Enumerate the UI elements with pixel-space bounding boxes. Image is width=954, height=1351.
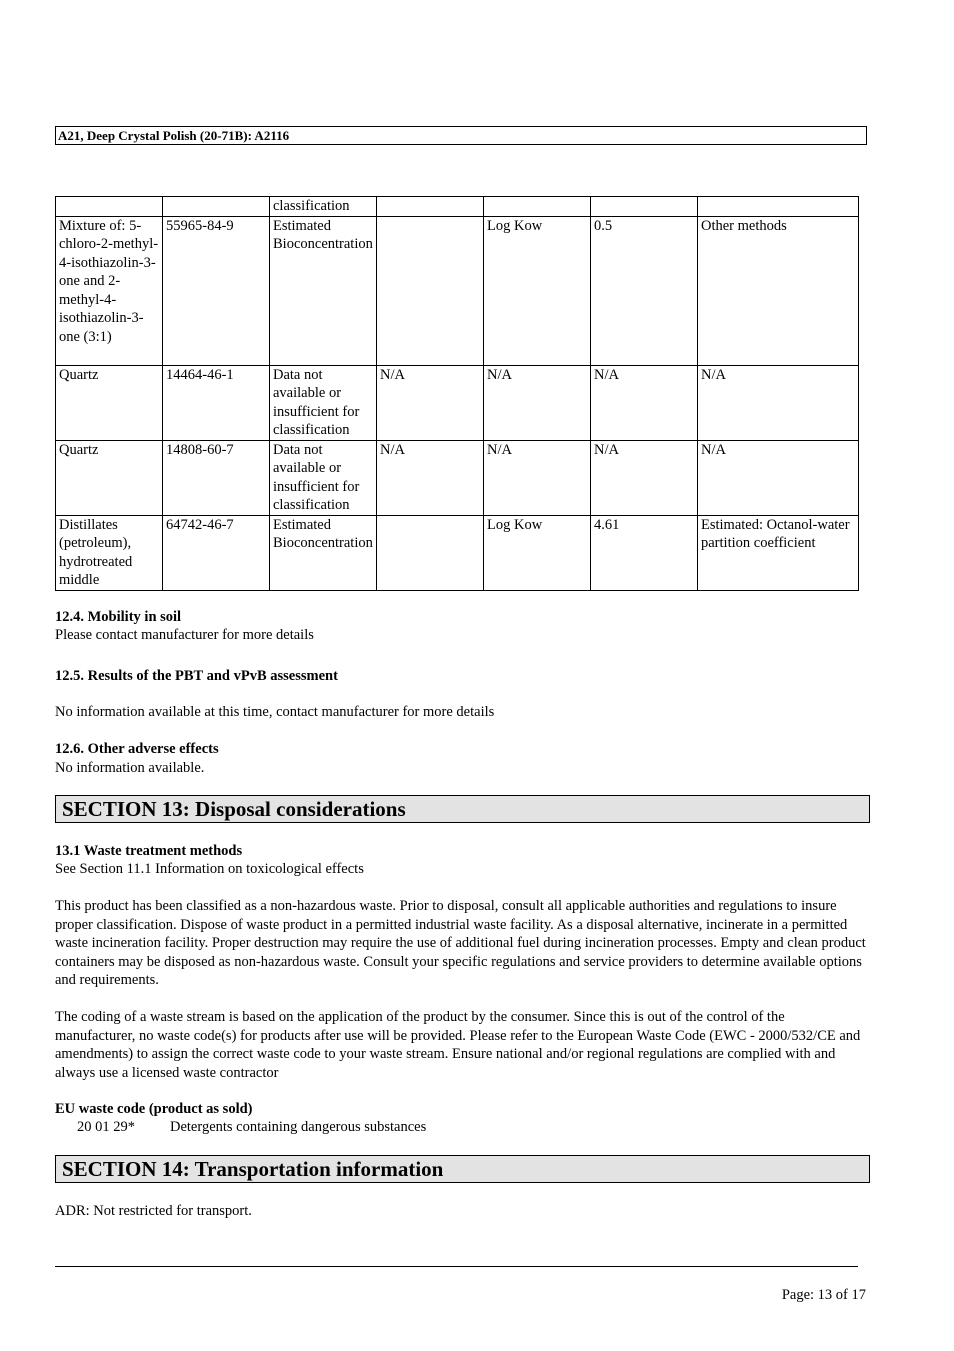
section-13-title: SECTION 13: Disposal considerations [55,795,870,823]
table-cell: Mixture of: 5-chloro-2-methyl-4-isothiazolin-3-one and 2-methyl-4-isothiazolin-3-one (3:1) [56,216,163,365]
table-row [56,216,859,365]
table-cell: N/A [591,440,698,515]
table-row [56,440,859,515]
table-cell: N/A [377,440,484,515]
eu-waste-code-heading: EU waste code (product as sold) [55,1101,253,1117]
adr-text: ADR: Not restricted for transport. [55,1203,252,1219]
table-cell [56,197,163,217]
table-cell [163,197,270,217]
table-cell: N/A [698,365,859,440]
table-cell: N/A [591,365,698,440]
table-cell [698,197,859,217]
table-cell: 0.5 [591,216,698,365]
eu-waste-code-description: Detergents containing dangerous substances [170,1119,427,1135]
table-cell: Log Kow [484,515,591,590]
section-12-6-text: No information available. [55,760,205,776]
table-row [56,365,859,440]
table-cell [377,197,484,217]
table-cell: classification [270,197,377,217]
table-cell [377,216,484,365]
table-cell: N/A [484,365,591,440]
table-cell: N/A [698,440,859,515]
section-12-5-heading: 12.5. Results of the PBT and vPvB assessment [55,668,338,684]
table-cell: Data not available or insufficient for classification [270,365,377,440]
table-cell: Data not available or insufficient for classification [270,440,377,515]
table-cell: Log Kow [484,216,591,365]
table-cell: 55965-84-9 [163,216,270,365]
section-13-1-heading: 13.1 Waste treatment methods [55,843,243,859]
table-cell: 14464-46-1 [163,365,270,440]
table-cell: N/A [484,440,591,515]
section-14-title: SECTION 14: Transportation information [55,1155,870,1183]
table-cell: 14808-60-7 [163,440,270,515]
page-number: Page: 13 of 17 [781,1287,866,1303]
section-12-6-heading: 12.6. Other adverse effects [55,741,219,757]
table-cell: N/A [377,365,484,440]
footer-divider [55,1266,858,1267]
table-cell: Quartz [56,440,163,515]
table-row [56,197,859,217]
ecotoxicity-table [55,196,859,591]
section-12-4-heading: 12.4. Mobility in soil [55,609,182,625]
table-cell [377,515,484,590]
table-cell: Estimated Bioconcentration [270,216,377,365]
table-cell: Estimated: Octanol-water partition coefficient [698,515,859,590]
table-cell [591,197,698,217]
table-cell: Quartz [56,365,163,440]
section-12-5-text: No information available at this time, contact manufacturer for more details [55,704,495,720]
waste-coding-paragraph: The coding of a waste stream is based on the application of the product by the consumer. Since this is out of the control of the manufacturer, no waste code(s) for products after use will be provided. Please refer to the European Waste Code (EWC - 2000/532/CE and amendments) to assign the correct waste code to your waste stream. Ensure national and/or regional regulations are complied with and always use a licensed waste contractor [55,1009,861,1081]
section-12-4-text: Please contact manufacturer for more details [55,627,314,643]
table-cell: Other methods [698,216,859,365]
section-13-1-text: See Section 11.1 Information on toxicological effects [55,861,364,877]
table-cell: 64742-46-7 [163,515,270,590]
eu-waste-code-value: 20 01 29* [77,1119,135,1135]
table-cell: Estimated Bioconcentration [270,515,377,590]
table-row [56,515,859,590]
document-header-title: A21, Deep Crystal Polish (20-71B): A2116 [55,126,867,145]
disposal-paragraph: This product has been classified as a non-hazardous waste. Prior to disposal, consult all applicable authorities and regulations to insure proper classification. Dispose of waste product in a permitted industrial waste facility. As a disposal alternative, incinerate in a permitted waste incineration facility. Proper destruction may require the use of additional fuel during incineration processes. Empty and clean product containers may be disposed as non-hazardous waste. Consult your specific regulations and service providers to determine available options and requirements. [55,898,866,988]
table-cell: Distillates (petroleum), hydrotreated middle [56,515,163,590]
table-cell: 4.61 [591,515,698,590]
table-cell [484,197,591,217]
